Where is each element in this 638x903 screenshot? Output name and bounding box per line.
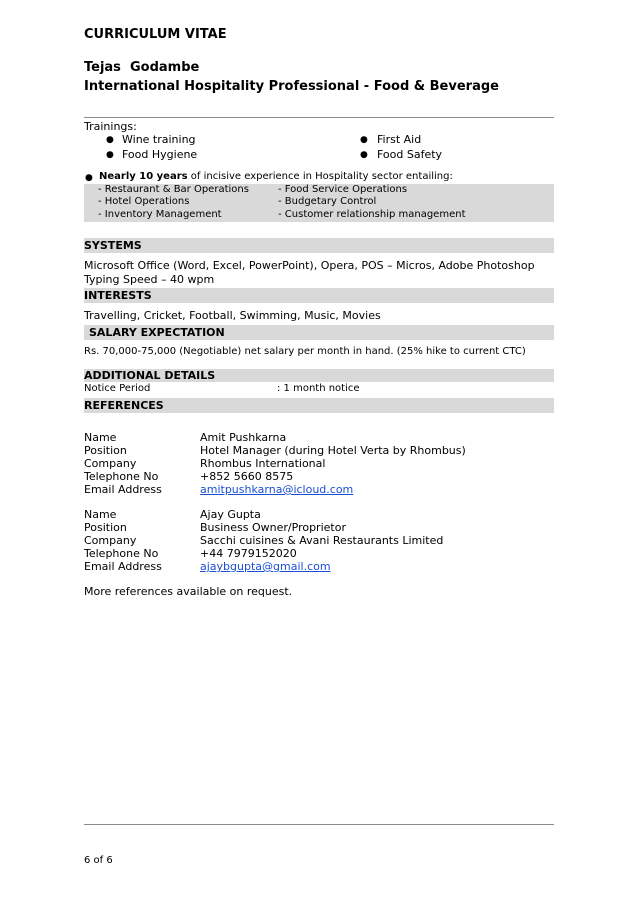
interests-heading: INTERESTS (84, 289, 152, 302)
systems-heading: SYSTEMS (84, 239, 142, 252)
experience-item: - Hotel Operations (98, 196, 190, 207)
ref2-name: Ajay Gupta (200, 508, 261, 521)
experience-rest: of incisive experience in Hospitality sector entailing: (187, 171, 453, 182)
ref-label: Email Address (84, 560, 162, 573)
experience-item: - Budgetary Control (278, 196, 377, 207)
bullet-icon: ● (106, 150, 114, 160)
ref1-position: Hotel Manager (during Hotel Verta by Rhombus) (200, 444, 466, 457)
ref-label: Position (84, 521, 127, 534)
ref1-company: Rhombus International (200, 457, 326, 470)
ref-label: Company (84, 534, 137, 547)
experience-item: - Inventory Management (98, 209, 222, 220)
ref-label: Name (84, 431, 117, 444)
bullet-icon: ● (85, 173, 93, 183)
ref-label: Position (84, 444, 127, 457)
ref2-position: Business Owner/Proprietor (200, 521, 346, 534)
training-item: Wine training (122, 133, 196, 146)
ref-label: Email Address (84, 483, 162, 496)
training-item: Food Hygiene (122, 148, 198, 161)
footer-divider (84, 824, 554, 825)
experience-item: - Food Service Operations (278, 184, 408, 195)
experience-summary (99, 171, 453, 182)
page-number: 6 of 6 (84, 855, 113, 866)
section-band (84, 288, 554, 303)
more-references: More references available on request. (84, 585, 293, 598)
training-item: Food Safety (377, 148, 443, 161)
salary-heading: SALARY EXPECTATION (89, 326, 225, 339)
interests-text: Travelling, Cricket, Football, Swimming, Music, Movies (84, 309, 381, 322)
bullet-icon: ● (106, 135, 114, 145)
ref-label: Telephone No (84, 470, 159, 483)
experience-item: - Customer relationship management (278, 209, 466, 220)
ref2-phone: +44 7979152020 (200, 547, 297, 560)
ref1-phone: +852 5660 8575 (200, 470, 294, 483)
section-band (84, 238, 554, 253)
bullet-icon: ● (360, 150, 368, 160)
candidate-name: Tejas Godambe (84, 60, 200, 75)
candidate-role: International Hospitality Professional - Food & Beverage (84, 79, 499, 94)
bullet-icon: ● (360, 135, 368, 145)
systems-line: Typing Speed – 40 wpm (84, 273, 215, 286)
ref-label: Telephone No (84, 547, 159, 560)
salary-text: Rs. 70,000-75,000 (Negotiable) net salary per month in hand. (25% hike to current CTC) (84, 346, 526, 357)
ref1-email-link[interactable]: amitpushkarna@icloud.com (200, 483, 354, 496)
trainings-label: Trainings: (84, 120, 137, 133)
notice-period-value: : 1 month notice (277, 383, 360, 394)
header-divider (84, 117, 554, 118)
systems-line: Microsoft Office (Word, Excel, PowerPoint), Opera, POS – Micros, Adobe Photoshop (84, 259, 535, 272)
ref1-name: Amit Pushkarna (200, 431, 287, 444)
training-item: First Aid (377, 133, 422, 146)
notice-period-label: Notice Period (84, 383, 151, 394)
ref2-company: Sacchi cuisines & Avani Restaurants Limited (200, 534, 444, 547)
doc-title: CURRICULUM VITAE (84, 27, 227, 42)
experience-highlight: Nearly 10 years (99, 171, 188, 182)
experience-item: - Restaurant & Bar Operations (98, 184, 249, 195)
references-heading: REFERENCES (84, 399, 164, 412)
ref-label: Company (84, 457, 137, 470)
additional-heading: ADDITIONAL DETAILS (84, 369, 216, 382)
ref2-email-link[interactable]: ajaybgupta@gmail.com (200, 560, 331, 573)
ref-label: Name (84, 508, 117, 521)
